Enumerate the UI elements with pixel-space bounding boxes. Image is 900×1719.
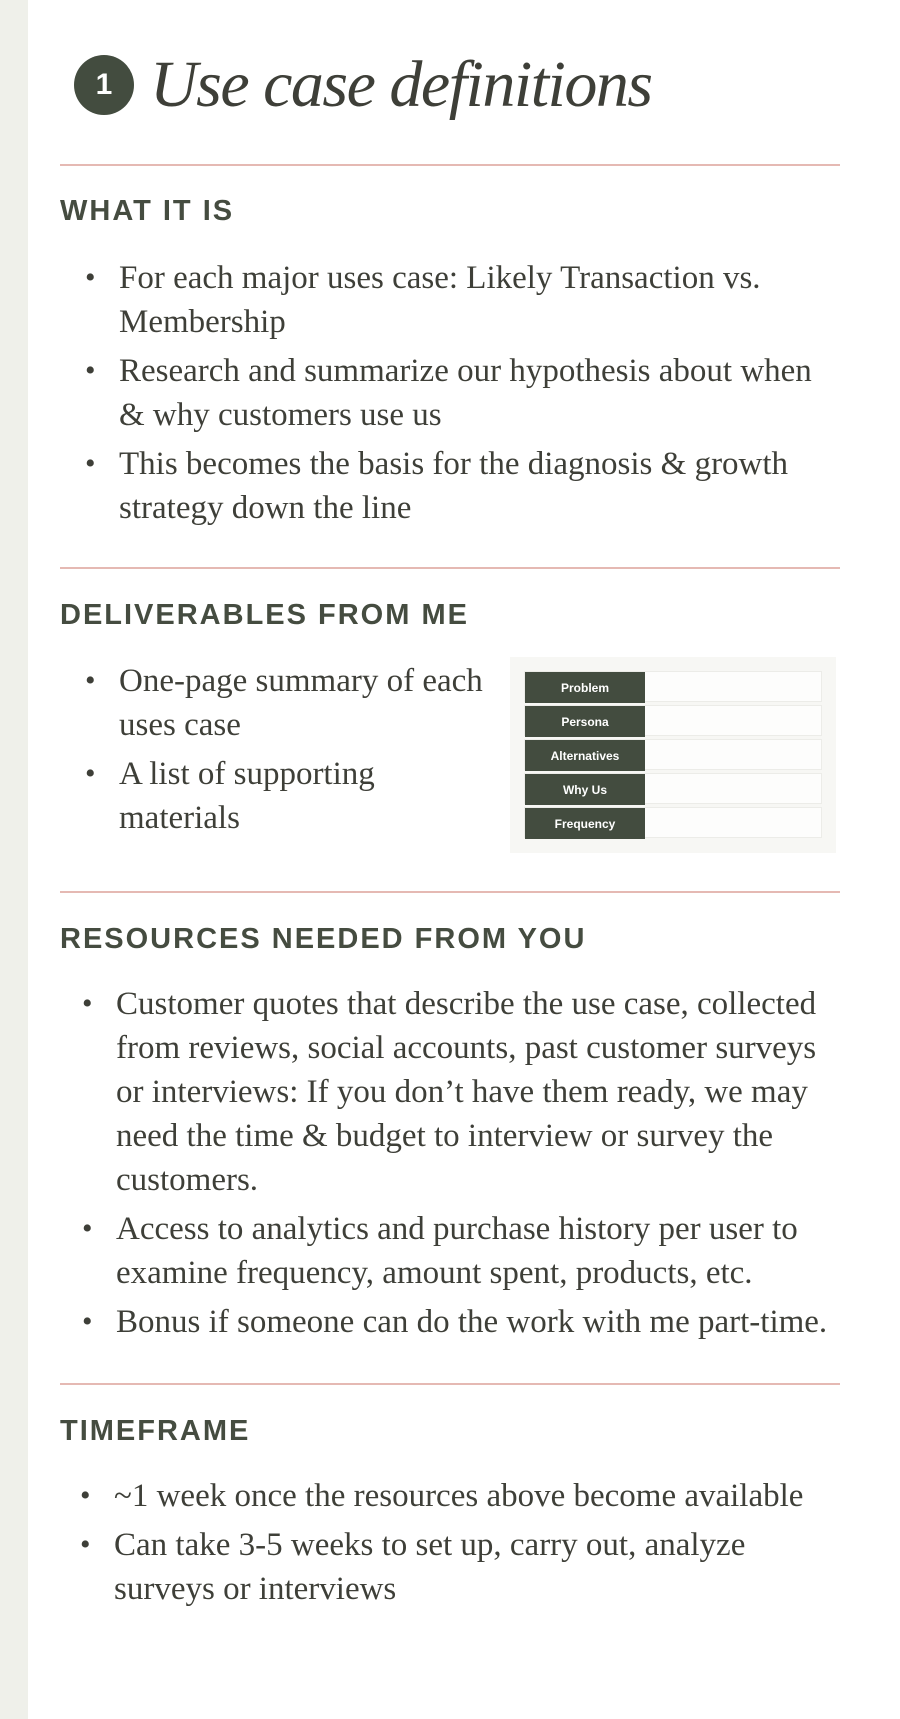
timeframe-list bbox=[114, 1474, 840, 1616]
preview-row bbox=[524, 807, 822, 838]
preview-label-problem: Problem bbox=[525, 672, 645, 703]
divider bbox=[60, 1383, 840, 1385]
list-item: • This becomes the basis for the diagnosis & growth strategy down the line bbox=[119, 442, 839, 530]
section-heading-what-it-is: WHAT IT IS bbox=[60, 195, 235, 227]
section-number-badge: 1 bbox=[74, 55, 134, 115]
preview-row bbox=[524, 671, 822, 702]
section-heading-timeframe: TIMEFRAME bbox=[60, 1415, 251, 1447]
preview-row bbox=[524, 705, 822, 736]
divider bbox=[60, 164, 840, 166]
deliverables-list bbox=[119, 659, 499, 845]
what-it-is-list bbox=[119, 256, 839, 535]
list-item: • ~1 week once the resources above become available bbox=[114, 1474, 840, 1518]
left-margin-strip bbox=[0, 0, 28, 1719]
page-title: Use case definitions bbox=[150, 48, 652, 121]
preview-label-why-us: Why Us bbox=[525, 774, 645, 805]
divider bbox=[60, 891, 840, 893]
preview-row bbox=[524, 739, 822, 770]
divider bbox=[60, 567, 840, 569]
list-item: • Access to analytics and purchase history per user to examine frequency, amount spent, products, etc. bbox=[116, 1207, 840, 1295]
preview-row bbox=[524, 773, 822, 804]
list-item: • A list of supporting materials bbox=[119, 752, 499, 840]
list-item: • For each major uses case: Likely Transaction vs. Membership bbox=[119, 256, 839, 344]
preview-label-alternatives: Alternatives bbox=[525, 740, 645, 771]
preview-label-persona: Persona bbox=[525, 706, 645, 737]
list-item: • Can take 3-5 weeks to set up, carry out, analyze surveys or interviews bbox=[114, 1523, 840, 1611]
section-heading-deliverables: DELIVERABLES FROM ME bbox=[60, 599, 469, 631]
section-heading-resources: RESOURCES NEEDED FROM YOU bbox=[60, 923, 587, 955]
one-page-summary-preview bbox=[510, 657, 836, 853]
list-item: • One-page summary of each uses case bbox=[119, 659, 499, 747]
list-item: • Customer quotes that describe the use case, collected from reviews, social accounts, past customer surveys or interviews: If you don’t have them ready, we may need the time & budget to interview or survey the customers. bbox=[116, 982, 840, 1202]
list-item: • Bonus if someone can do the work with me part-time. bbox=[116, 1300, 840, 1344]
resources-list bbox=[116, 982, 840, 1349]
list-item: • Research and summarize our hypothesis about when & why customers use us bbox=[119, 349, 839, 437]
preview-label-frequency: Frequency bbox=[525, 808, 645, 839]
page-header bbox=[74, 48, 652, 121]
